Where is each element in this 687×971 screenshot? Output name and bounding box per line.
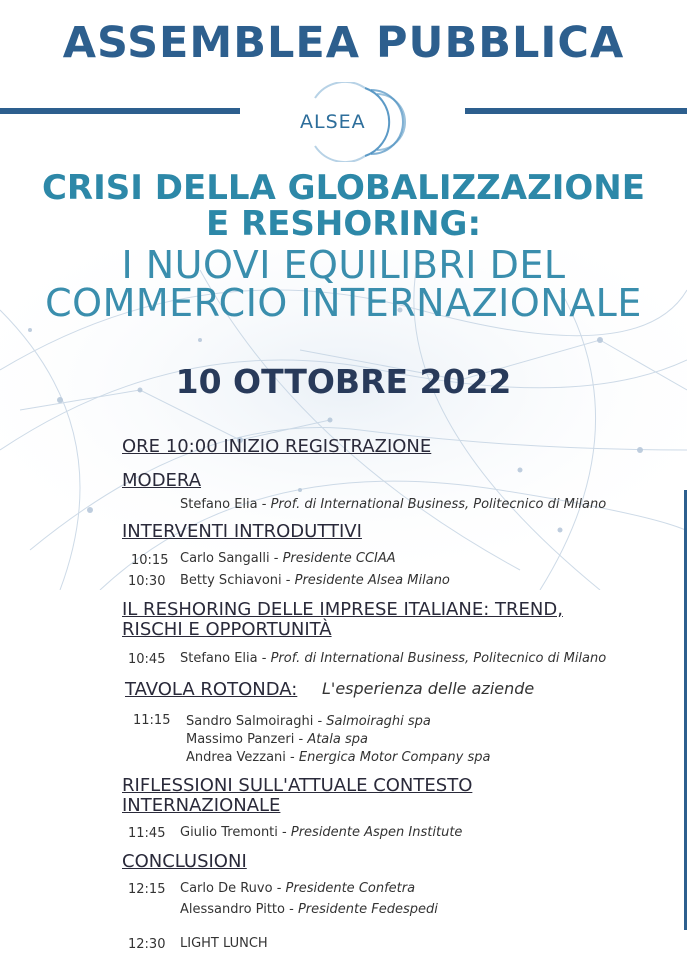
speaker-role: Presidente Alsea Milano: [294, 573, 450, 588]
speaker-role: Presidente Aspen Institute: [290, 825, 463, 840]
speaker-role: Presidente CCIAA: [282, 551, 396, 566]
speaker-name: Giulio Tremonti: [180, 825, 278, 840]
speaker-role: Presidente Fedespedi: [297, 902, 438, 917]
agenda-time: 11:45: [128, 826, 166, 841]
agenda-time: 10:30: [128, 574, 166, 589]
lunch-label: LIGHT LUNCH: [180, 936, 268, 951]
agenda-time: 12:15: [128, 882, 166, 897]
riflessioni-heading-line-1: RIFLESSIONI SULL'ATTUALE CONTESTO: [122, 775, 473, 796]
header-rule-left: [0, 108, 240, 114]
main-title-line-2: E RESHORING:: [205, 204, 482, 244]
registration-heading: ORE 10:00 INIZIO REGISTRAZIONE: [122, 436, 432, 457]
modera-heading: MODERA: [122, 470, 202, 491]
agenda-time: 12:30: [128, 937, 166, 952]
agenda-row: Stefano Elia - Prof. di International Business, Politecnico di Milano: [180, 651, 607, 666]
agenda-row: Andrea Vezzani - Energica Motor Company spa: [186, 750, 491, 765]
speaker-name: Betty Schiavoni: [180, 573, 282, 588]
main-title-line-4: COMMERCIO INTERNAZIONALE: [45, 281, 642, 325]
agenda-time: 11:15: [133, 713, 171, 728]
reshoring-heading-line-1: IL RESHORING DELLE IMPRESE ITALIANE: TREND,: [122, 599, 563, 620]
agenda-time: 10:15: [131, 553, 169, 568]
conclusioni-heading: CONCLUSIONI: [122, 851, 247, 872]
speaker-name: Stefano Elia: [180, 497, 258, 512]
speaker-role: Prof. di International Business, Politecnico di Milano: [270, 497, 607, 512]
tavola-subtitle: L'esperienza delle aziende: [322, 679, 535, 698]
agenda-row: Alessandro Pitto - Presidente Fedespedi: [180, 902, 438, 917]
modera-row: Stefano Elia - Prof. di International Business, Politecnico di Milano: [180, 497, 607, 512]
speaker-role: Energica Motor Company spa: [298, 750, 491, 765]
speaker-name: Carlo De Ruvo: [180, 881, 273, 896]
speaker-role: Salmoiraghi spa: [326, 714, 431, 729]
event-date: 10 OTTOBRE 2022: [175, 362, 512, 401]
speaker-role: Prof. di International Business, Politecnico di Milano: [270, 651, 607, 666]
reshoring-heading-line-2: RISCHI E OPPORTUNITÀ: [122, 619, 332, 640]
agenda-row: Massimo Panzeri - Atala spa: [186, 732, 368, 747]
agenda-row: Carlo De Ruvo - Presidente Confetra: [180, 881, 416, 896]
speaker-role: Presidente Confetra: [285, 881, 416, 896]
speaker-name: Andrea Vezzani: [186, 750, 286, 765]
agenda-row: Carlo Sangalli - Presidente CCIAA: [180, 551, 396, 566]
speaker-name: Sandro Salmoiraghi: [186, 714, 314, 729]
main-title-line-1: CRISI DELLA GLOBALIZZAZIONE: [41, 168, 645, 208]
speaker-name: Massimo Panzeri: [186, 732, 295, 747]
riflessioni-heading-line-2: INTERNAZIONALE: [122, 795, 281, 816]
assembly-title: ASSEMBLEA PUBBLICA: [62, 18, 625, 68]
speaker-name: Carlo Sangalli: [180, 551, 270, 566]
tavola-heading: [125, 680, 297, 700]
header-rule-right: [465, 108, 687, 114]
tavola-heading-label: TAVOLA ROTONDA:: [125, 679, 298, 700]
agenda-time: 10:45: [128, 652, 166, 667]
alsea-logo-text: ALSEA: [300, 111, 366, 133]
agenda-row: Sandro Salmoiraghi - Salmoiraghi spa: [186, 714, 431, 729]
speaker-name: Stefano Elia: [180, 651, 258, 666]
speaker-name: Alessandro Pitto: [180, 902, 285, 917]
main-title-line-3: I NUOVI EQUILIBRI DEL: [121, 243, 566, 287]
agenda-row: Betty Schiavoni - Presidente Alsea Milano: [180, 573, 450, 588]
speaker-role: Atala spa: [307, 732, 368, 747]
interventi-heading: INTERVENTI INTRODUTTIVI: [122, 521, 362, 542]
agenda-row: Giulio Tremonti - Presidente Aspen Institute: [180, 825, 463, 840]
